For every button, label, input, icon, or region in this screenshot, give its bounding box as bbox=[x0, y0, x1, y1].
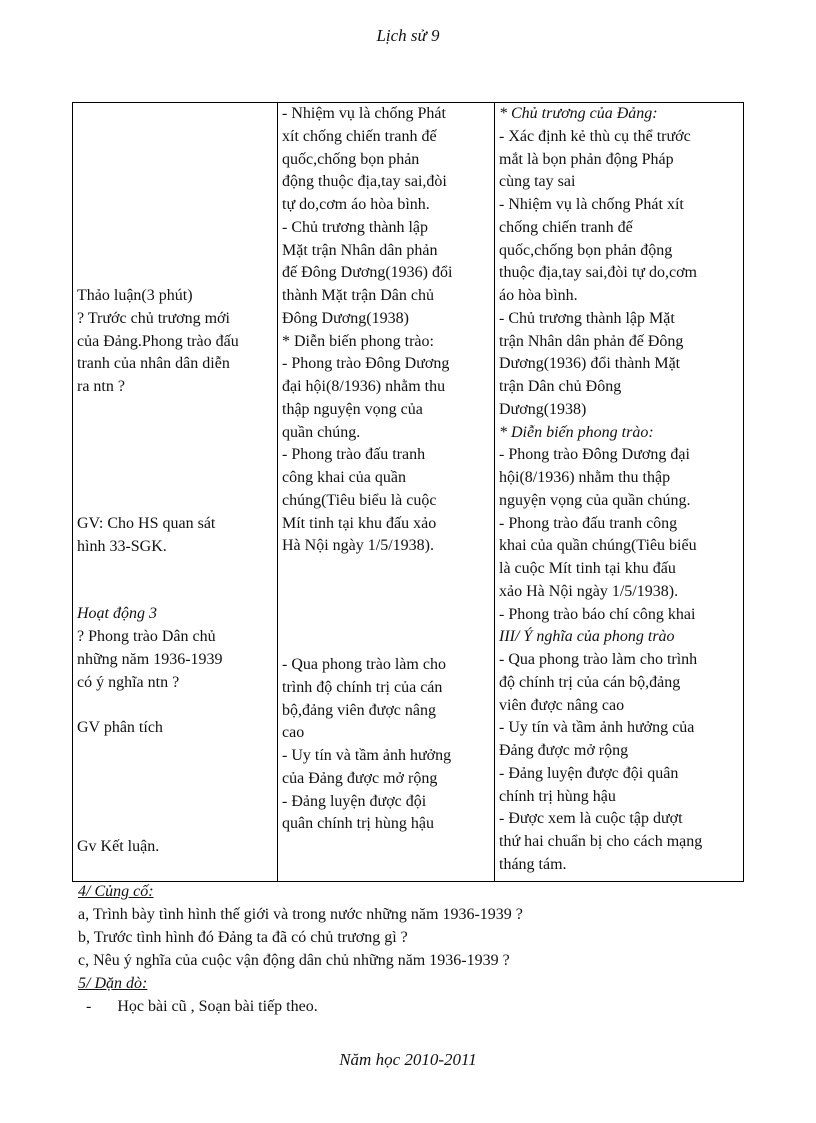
col3-text-line: - Phong trào Đông Dương đại bbox=[499, 446, 690, 464]
col2-text-line: xít chống chiến tranh đế bbox=[282, 127, 437, 145]
question-line: có ý nghĩa ntn ? bbox=[77, 673, 180, 691]
discussion-line: ? Trước chủ trương mới bbox=[77, 309, 230, 327]
gv-analyze-line: GV phân tích bbox=[77, 719, 163, 736]
col2-text-line: tự do,cơm áo hòa bình. bbox=[282, 196, 430, 213]
homework-item bbox=[78, 995, 758, 1018]
col3-text-line: trận Dân chủ Đông bbox=[499, 378, 622, 395]
col2-top-block bbox=[282, 103, 490, 558]
discussion-line: của Đảng.Phong trào đấu bbox=[77, 332, 239, 350]
col2-bottom-block bbox=[282, 654, 490, 836]
col2-text-line: - Qua phong trào làm cho bbox=[282, 656, 446, 673]
table-row bbox=[73, 103, 744, 882]
col2-text-line: quốc,chống bọn phản bbox=[282, 150, 420, 168]
consolidation-question: b, Trước tình hình đó Đảng ta đã có chủ trương gì ? bbox=[78, 929, 408, 946]
col3-text-line: tháng tám. bbox=[499, 855, 567, 873]
col3-text-line: - Uy tín và tầm ảnh hưởng của bbox=[499, 719, 695, 737]
col3-text-line: nguyện vọng của quần chúng. bbox=[499, 491, 691, 509]
student-activity-column bbox=[278, 103, 495, 882]
col2-text-line: - Nhiệm vụ là chống Phát bbox=[282, 105, 446, 122]
page-footer-year: Năm học 2010-2011 bbox=[339, 1050, 477, 1069]
col3-text-line: - Chủ trương thành lập Mặt bbox=[499, 309, 675, 327]
col2-text-line: Đông Dương(1938) bbox=[282, 309, 409, 327]
col3-text-line: - Qua phong trào làm cho trình bbox=[499, 651, 698, 668]
col2-text-line: Mít tinh tại khu đấu xảo bbox=[282, 514, 437, 532]
col2-text-line: - Uy tín và tầm ảnh hưởng bbox=[282, 747, 452, 764]
col2-text-line: cao bbox=[282, 724, 305, 742]
col3-text-line: - Đảng luyện được đội quân bbox=[499, 764, 679, 782]
col3-text-line: Dương(1938) bbox=[499, 400, 587, 418]
col2-text-line: bộ,đảng viên được nâng bbox=[282, 701, 436, 719]
col3-text-line: mắt là bọn phản động Pháp bbox=[499, 150, 674, 168]
col3-text-line: - Được xem là cuộc tập dượt bbox=[499, 810, 683, 828]
col2-text-line: thành Mặt trận Dân chủ bbox=[282, 287, 434, 304]
movement-block bbox=[499, 444, 739, 626]
col2-text-line: - Phong trào Đông Dương bbox=[282, 355, 450, 373]
consolidation-question: a, Trình bày tình hình thế giới và trong nước những năm 1936-1939 ? bbox=[78, 906, 523, 923]
bullet-dash: - bbox=[86, 998, 92, 1015]
col2-text-line: - Phong trào đấu tranh bbox=[282, 446, 426, 464]
col2-text-line: của Đảng được mở rộng bbox=[282, 769, 438, 787]
question-line: những năm 1936-1939 bbox=[77, 650, 223, 668]
meaning-heading: III/ Ý nghĩa của phong trào bbox=[499, 628, 675, 646]
col2-text-line: - Chủ trương thành lập bbox=[282, 218, 428, 236]
col3-text-line: thứ hai chuẩn bị cho cách mạng bbox=[499, 833, 703, 850]
col2-text-line: chúng(Tiêu biểu là cuộc bbox=[282, 491, 437, 509]
gv-observe-line: GV: Cho HS quan sát bbox=[77, 514, 216, 532]
col3-text-line: xảo Hà Nội ngày 1/5/1938). bbox=[499, 582, 679, 600]
question-line: ? Phong trào Dân chủ bbox=[77, 628, 216, 645]
col3-text-line: quốc,chống bọn phản động bbox=[499, 241, 673, 259]
content-column bbox=[495, 103, 744, 882]
homework-text: Học bài cũ , Soạn bài tiếp theo. bbox=[117, 998, 318, 1015]
movement-heading: * Diễn biến phong trào: bbox=[499, 423, 654, 441]
col2-text-line: - Đảng luyện được đội bbox=[282, 792, 427, 810]
col3-text-line: là cuộc Mít tinh tại khu đấu bbox=[499, 560, 676, 577]
policy-block bbox=[499, 126, 739, 422]
lesson-table bbox=[72, 102, 744, 882]
col3-text-line: Dương(1936) đổi thành Mặt bbox=[499, 355, 681, 373]
col3-text-line: trận Nhân dân phản đế Đông bbox=[499, 332, 684, 350]
col3-text-line: thuộc địa,tay sai,đòi tự do,cơm bbox=[499, 264, 697, 282]
gv-observe-line: hình 33-SGK. bbox=[77, 537, 167, 555]
meaning-block bbox=[499, 649, 739, 877]
col2-text-line: quần chúng. bbox=[282, 423, 361, 441]
col3-text-line: chống chiến tranh đế bbox=[499, 218, 633, 236]
col2-text-line: động thuộc địa,tay sai,đòi bbox=[282, 173, 447, 191]
col3-text-line: - Nhiệm vụ là chống Phát xít bbox=[499, 196, 684, 213]
conclusion-line: Gv Kết luận. bbox=[77, 837, 160, 855]
policy-heading: * Chủ trương của Đảng: bbox=[499, 105, 658, 122]
col2-text-line: đế Đông Dương(1936) đổi bbox=[282, 264, 453, 282]
col3-text-line: Đảng được mở rộng bbox=[499, 742, 629, 759]
col2-text-line: thập nguyện vọng của bbox=[282, 400, 423, 418]
consolidation-question: c, Nêu ý nghĩa của cuộc vận động dân chủ những năm 1936-1939 ? bbox=[78, 952, 510, 969]
after-table-section bbox=[78, 880, 758, 1018]
col3-text-line: - Xác định kẻ thù cụ thể trước bbox=[499, 127, 691, 145]
col3-text-line: viên được nâng cao bbox=[499, 696, 625, 714]
col2-text-line: Mặt trận Nhân dân phản bbox=[282, 241, 438, 259]
col3-text-line: - Phong trào báo chí công khai bbox=[499, 605, 696, 623]
homework-heading: 5/ Dặn dò: bbox=[78, 975, 148, 992]
col3-text-line: chính trị hùng hậu bbox=[499, 787, 616, 805]
col3-text-line: - Phong trào đấu tranh công bbox=[499, 514, 678, 532]
col3-text-line: cùng tay sai bbox=[499, 173, 576, 191]
teacher-activity-column bbox=[73, 103, 278, 882]
col2-text-line: * Diễn biến phong trào: bbox=[282, 332, 434, 350]
discussion-line: ra ntn ? bbox=[77, 378, 125, 395]
col2-text-line: công khai của quần bbox=[282, 469, 406, 486]
col2-text-line: trình độ chính trị của cán bbox=[282, 678, 443, 696]
col3-text-line: độ chính trị của cán bộ,đảng bbox=[499, 673, 681, 691]
col3-text-line: khai của quần chúng(Tiêu biểu bbox=[499, 537, 697, 555]
col2-text-line: Hà Nội ngày 1/5/1938). bbox=[282, 537, 434, 555]
consolidation-heading: 4/ Củng cố: bbox=[78, 883, 154, 900]
activity-3-heading: Hoạt động 3 bbox=[77, 605, 157, 623]
col3-text-line: áo hòa bình. bbox=[499, 287, 578, 304]
discussion-line: Thảo luận(3 phút) bbox=[77, 287, 193, 304]
col2-text-line: quân chính trị hùng hậu bbox=[282, 815, 434, 833]
discussion-line: tranh của nhân dân diễn bbox=[77, 355, 230, 373]
page-header-subject: Lịch sử 9 bbox=[376, 26, 440, 45]
col3-text-line: hội(8/1936) nhằm thu thập bbox=[499, 469, 671, 486]
col2-text-line: đại hội(8/1936) nhằm thu bbox=[282, 378, 446, 395]
